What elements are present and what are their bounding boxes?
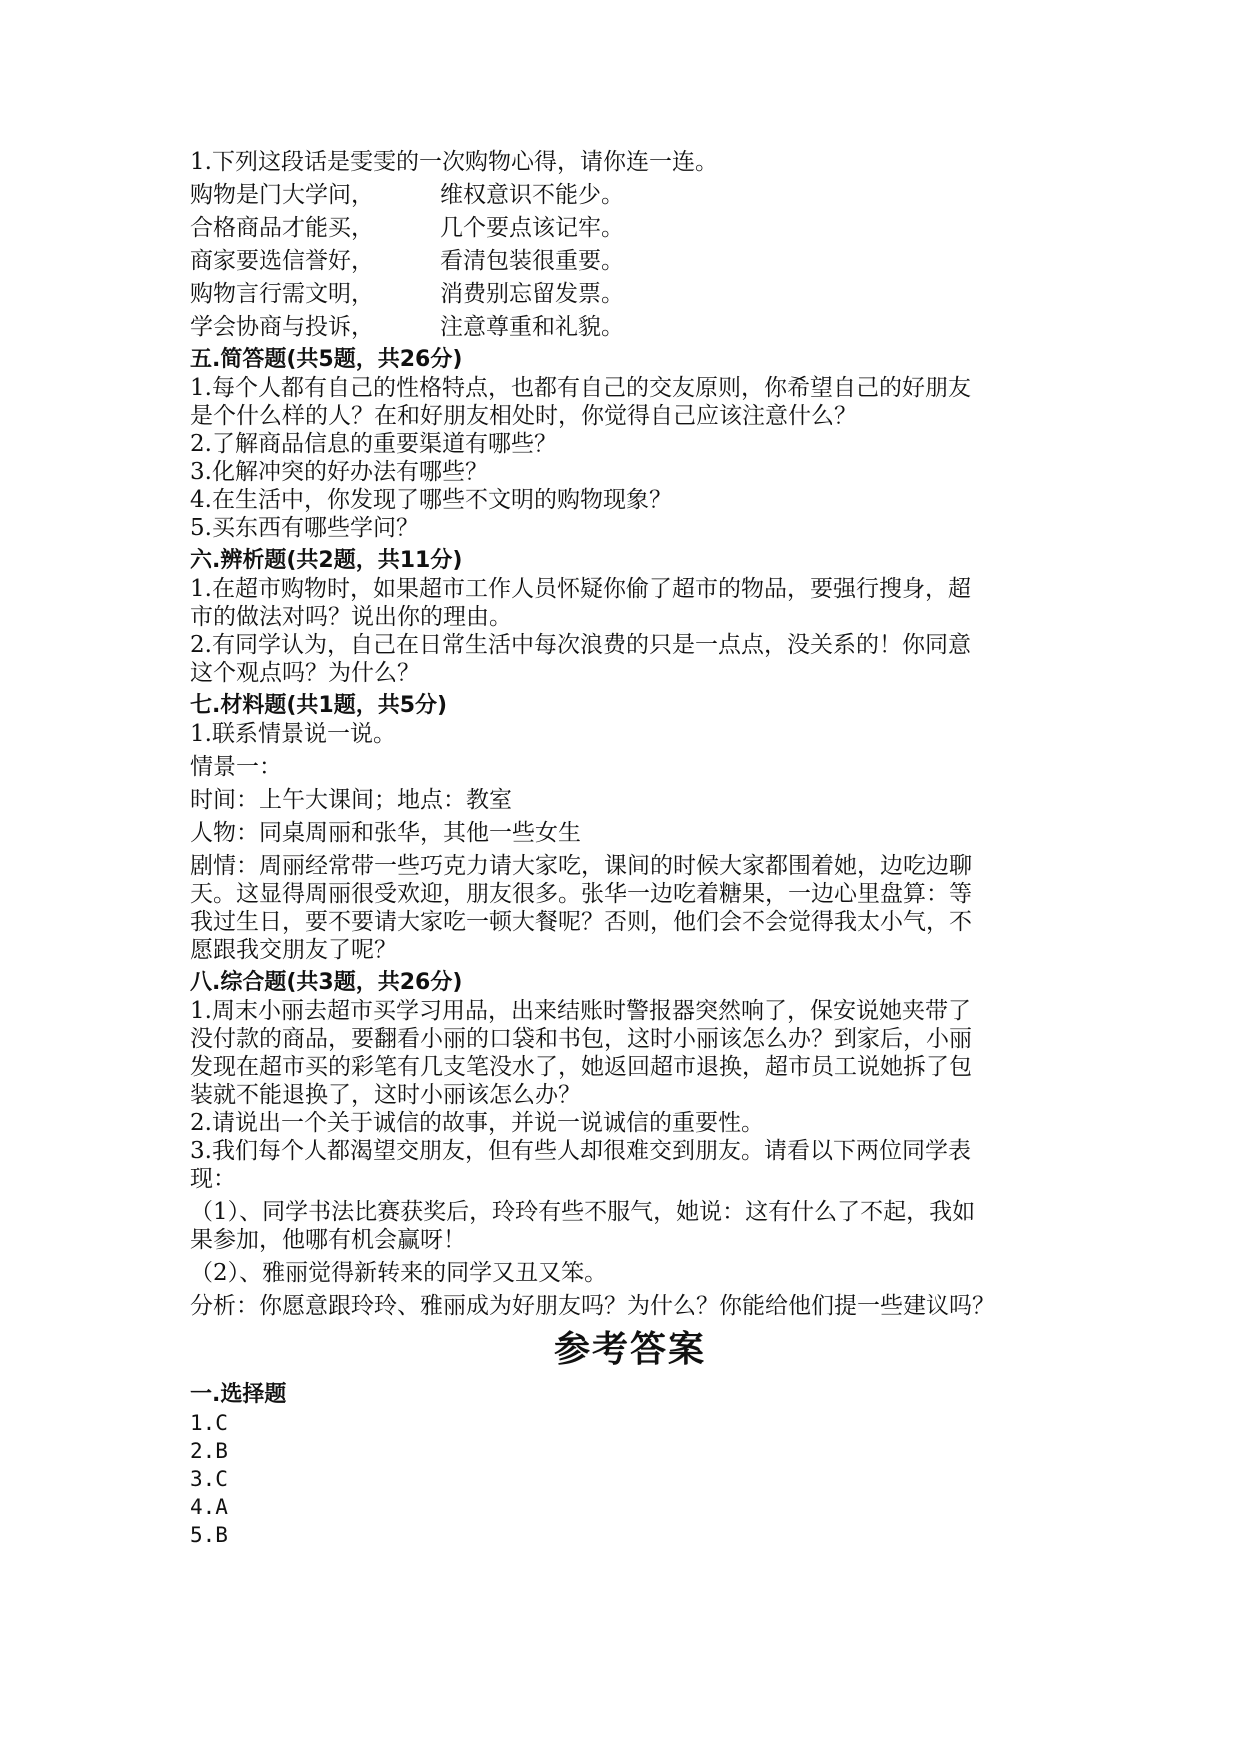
section-5-heading: 五.简答题(共5题，共26分): [190, 347, 463, 372]
s8-q2: 2.请说出一个关于诚信的故事，并说一说诚信的重要性。: [190, 1110, 764, 1136]
answer-section-1-heading: 一.选择题: [190, 1382, 287, 1407]
section-6-heading: 六.辨析题(共2题，共11分): [190, 548, 463, 573]
s5-q5: 5.买东西有哪些学问？: [190, 515, 419, 541]
s7-people: 人物：同桌周丽和张华，其他一些女生: [190, 820, 581, 846]
s6-q2-line-1: 2.有同学认为，自己在日常生活中每次浪费的只是一点点，没关系的！你同意: [190, 632, 971, 658]
s7-time: 时间：上午大课间；地点：教室: [190, 787, 512, 813]
match-right-1: 维权意识不能少。: [440, 182, 624, 208]
match-right-3: 看清包装很重要。: [440, 248, 624, 274]
match-right-4: 消费别忘留发票。: [440, 281, 624, 307]
s6-q1-line-2: 市的做法对吗？说出你的理由。: [190, 604, 512, 630]
s8-q3-line-2: 现：: [190, 1166, 236, 1192]
match-right-2: 几个要点该记牢。: [440, 215, 624, 241]
match-pair-5: [190, 313, 1070, 341]
match-question-intro: 1.下列这段话是雯雯的一次购物心得，请你连一连。: [190, 149, 718, 175]
s7-plot-line-3: 我过生日，要不要请大家吃一顿大餐呢？否则，他们会不会觉得我太小气，不: [190, 909, 972, 935]
s7-plot-line-4: 愿跟我交朋友了呢？: [190, 937, 397, 963]
s5-q3: 3.化解冲突的好办法有哪些？: [190, 459, 488, 485]
match-left-1: 购物是门大学问，: [190, 182, 374, 208]
match-left-4: 购物言行需文明，: [190, 281, 374, 307]
s7-plot-line-1: 剧情：周丽经常带一些巧克力请大家吃，课间的时候大家都围着她，边吃边聊: [190, 853, 972, 879]
answer-item-5: 5.B: [190, 1523, 228, 1547]
s5-q2: 2.了解商品信息的重要渠道有哪些？: [190, 431, 557, 457]
match-left-2: 合格商品才能买，: [190, 215, 374, 241]
s8-q1-line-3: 发现在超市买的彩笔有几支笔没水了，她返回超市退换，超市员工说她拆了包: [190, 1054, 972, 1080]
s7-plot-line-2: 天。这显得周丽很受欢迎，朋友很多。张华一边吃着糖果，一边心里盘算：等: [190, 881, 972, 907]
s6-q1-line-1: 1.在超市购物时，如果超市工作人员怀疑你偷了超市的物品，要强行搜身，超: [190, 576, 971, 602]
s8-q3-line-1: 3.我们每个人都渴望交朋友，但有些人却很难交到朋友。请看以下两位同学表: [190, 1138, 971, 1164]
match-pair-2: [190, 214, 1070, 242]
answer-item-3: 3.C: [190, 1467, 228, 1491]
s5-q1-line-1: 1.每个人都有自己的性格特点，也都有自己的交友原则，你希望自己的好朋友: [190, 375, 971, 401]
answer-item-1: 1.C: [190, 1411, 228, 1435]
s7-q1: 1.联系情景说一说。: [190, 721, 396, 747]
s8-case-1-line-1: （1）、同学书法比赛获奖后，玲玲有些不服气，她说：这有什么了不起，我如: [190, 1199, 976, 1225]
match-left-5: 学会协商与投诉，: [190, 314, 374, 340]
section-8-heading: 八.综合题(共3题，共26分): [190, 970, 463, 995]
match-pair-1: [190, 181, 1070, 209]
match-pair-3: [190, 247, 1070, 275]
answer-item-4: 4.A: [190, 1495, 228, 1519]
s5-q4: 4.在生活中，你发现了哪些不文明的购物现象？: [190, 487, 672, 513]
s8-case-2: （2）、雅丽觉得新转来的同学又丑又笨。: [190, 1260, 608, 1286]
match-pair-4: [190, 280, 1070, 308]
s8-q1-line-1: 1.周末小丽去超市买学习用品，出来结账时警报器突然响了，保安说她夹带了: [190, 998, 971, 1024]
s8-q1-line-4: 装就不能退换了，这时小丽该怎么办？: [190, 1082, 581, 1108]
section-7-heading: 七.材料题(共1题，共5分): [190, 693, 448, 718]
answer-key-title: 参考答案: [553, 1329, 706, 1370]
s8-q1-line-2: 没付款的商品，要翻看小丽的口袋和书包，这时小丽该怎么办？到家后，小丽: [190, 1026, 972, 1052]
match-left-3: 商家要选信誉好，: [190, 248, 374, 274]
document-page: [190, 148, 1070, 1549]
s8-analysis: 分析：你愿意跟玲玲、雅丽成为好朋友吗？为什么？你能给他们提一些建议吗？: [190, 1293, 995, 1319]
s7-scene: 情景一：: [190, 754, 282, 780]
match-right-5: 注意尊重和礼貌。: [440, 314, 624, 340]
s6-q2-line-2: 这个观点吗？为什么？: [190, 660, 420, 686]
s5-q1-line-2: 是个什么样的人？在和好朋友相处时，你觉得自己应该注意什么？: [190, 403, 857, 429]
answer-item-2: 2.B: [190, 1439, 228, 1463]
s8-case-1-line-2: 果参加，他哪有机会赢呀！: [190, 1227, 466, 1253]
